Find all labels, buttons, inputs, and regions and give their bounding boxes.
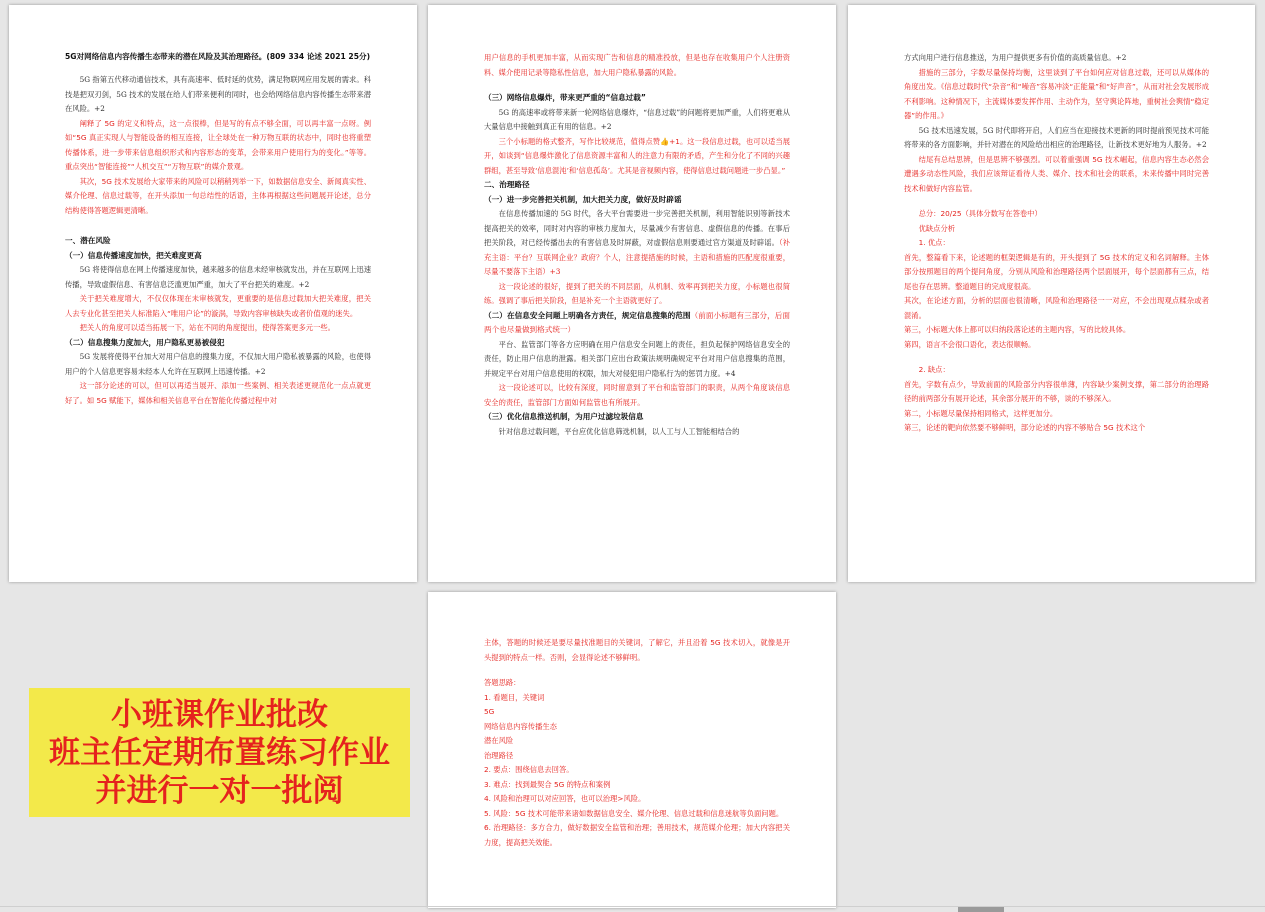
document-page-1 xyxy=(9,5,417,582)
subsection-heading: （二）信息搜集力度加大，用户隐私更易被侵犯 xyxy=(65,337,225,347)
approach-item: 5G xyxy=(484,707,495,716)
viewer-bottom-edge xyxy=(0,906,1265,907)
student-paragraph: 5G 技术迅速发展，5G 时代即将开启，人们应当在迎接技术更新的同时提前预见技术可能将带来的各方面影响，并针对潜在的风险给出相应的治理路径，让新技术更好地为人服务。+2 xyxy=(904,125,1209,149)
approach-item: 4. 风险和治理可以对应回答，也可以治理>风险。 xyxy=(484,794,646,803)
teacher-inline-comment: （补充主语：平台？互联网企业？政府？个人，注意提措施的时候，主语和措施的匹配度很重要，尽量不要落下主语）+3 xyxy=(484,238,790,276)
subsection-heading: （三）优化信息推送机制，为用户过滤垃圾信息 xyxy=(484,412,644,421)
teacher-comment: 这一段论述可以，比较有深度，同时留意到了平台和监管部门的职责，从两个角度谈信息安全的责任，监管部门方面如何监管也有所展开。 xyxy=(484,383,790,407)
approach-item: 1. 看题目，关键词 xyxy=(484,692,545,702)
approach-item: 网络信息内容传播生态 xyxy=(484,721,557,731)
subsection-heading: （三）网络信息爆炸，带来更严重的“信息过载” xyxy=(484,93,646,102)
review-point: 第三，论述的靶向依然要不够鲜明，部分论述的内容不够贴合 5G 技术这个 xyxy=(904,423,1146,432)
banner-line: 班主任定期布置练习作业 xyxy=(49,734,390,771)
student-text: 在信息传播加速的 5G 时代，各大平台需要进一步完善把关机制，利用智能识别等新技术提高把关的效率，同时对内容的审核力度加大，尽量减少有害信息、虚假信息的传播。在事后把关阶段，对已经传播出去的有害信息及时屏蔽，对虚假信息则要通过官方渠道及时辟谣。 xyxy=(484,209,790,247)
teacher-comment: 这一部分论述的可以，但可以再适当展开、添加一些案例、相关表述更规范化一点点就更好了。如 5G 赋能下，媒体和相关信息平台在智能化传播过程中对 xyxy=(65,381,371,405)
teacher-inline-comment: （前面小标题有三部分，后面两个也尽量做到格式统一） xyxy=(484,310,791,334)
teacher-comment: 用户信息的手机更加丰富，从而实现广告和信息的精准投放，但是也存在收集用户个人注册资料、媒介使用记录等隐私性信息，加大用户隐私暴露的风险。 xyxy=(484,53,790,77)
student-paragraph: 平台、监管部门等各方应明确在用户信息安全问题上的责任，担负起保护网络信息安全的责任，防止用户信息的泄露。相关部门应出台政策法规明确规定平台对用户信息搜集的范围，并规定平台对用户信息使用的权限，加大对侵犯用户隐私行为的惩罚力度。+4 xyxy=(484,339,790,378)
student-paragraph xyxy=(484,207,790,280)
approach-item: 3. 难点：找到最契合 5G 的特点和案例 xyxy=(484,779,611,789)
analysis-heading: 优缺点分析 xyxy=(918,223,956,233)
approach-item: 2. 要点：围绕信息去回答。 xyxy=(484,765,574,774)
banner-line: 小班课作业批改 xyxy=(111,696,328,733)
approach-item: 治理路径 xyxy=(484,750,514,760)
subsection-heading: （一）信息传播速度加快，把关难度更高 xyxy=(65,250,202,260)
score-summary: 总分：20/25（具体分数写在答卷中） xyxy=(918,209,1042,218)
section-heading: 二、治理路径 xyxy=(484,180,530,189)
weaknesses-heading: 2. 缺点： xyxy=(918,365,950,374)
teacher-comment: 阐释了 5G 的定义和特点，这一点很棒，但是写的有点不够全面，可以再丰富一点呀。例如“5G 真正实现人与智能设备的相互连接，让全球处在一种万物互联的状态中，同时也将重塑传播体系，进一步带来信息组织形式和内容形态的变革，会带来用户使用行为的变化。”等等。重点突出“智能连接”“人机交互”“万物互联”的媒介景观。 xyxy=(65,118,371,171)
subsection-heading xyxy=(484,309,790,338)
review-point: 第二，小标题尽量保持相同格式，这样更加分。 xyxy=(904,408,1058,418)
document-page-4 xyxy=(428,592,836,908)
teacher-comment: 关于把关难度增大，不仅仅体现在未审核就发，更重要的是信息过载加大把关难度，把关人去专业化甚至把关人标准陷入“唯用户论”的漩涡，导致内容审核缺失或者价值观的迷失。 xyxy=(65,294,371,318)
answer-approach-heading: 答题思路： xyxy=(484,678,521,687)
approach-item: 潜在风险 xyxy=(484,736,514,745)
approach-item: 6. 治理路径：多方合力，做好数据安全监管和治理；善用技术，规范媒介伦理；加大内容把关力度，提高把关效能。 xyxy=(484,823,790,847)
banner-line: 并进行一对一批阅 xyxy=(95,772,344,809)
review-point: 首先，整篇看下来，论述题的框架逻辑是有的，开头提到了 5G 技术的定义和名词解释。主体部分按照题目的两个提问角度，分别从风险和治理路径两个层面展开，每个层面都有三点，结尾也存在思辨。整道题目的完成度很高。 xyxy=(904,252,1209,291)
approach-item: 5. 风险：5G 技术可能带来诸如数据信息安全、媒介伦理、信息过载和信息迷航等负面问题。 xyxy=(484,808,784,818)
student-paragraph: 5G 的高速率或将带来新一轮网络信息爆炸，“信息过载”的问题将更加严重，人们将更难从大量信息中接触到真正有用的信息。+2 xyxy=(484,107,790,131)
strengths-heading: 1. 优点： xyxy=(918,238,950,247)
review-point: 其次，在论述方面，分析的层面也很清晰，风险和治理路径一一对应，不会出现观点糅杂或者混淆。 xyxy=(904,296,1209,320)
review-point: 第三，小标题大体上都可以归纳段落论述的主题内容，写的比较具体。 xyxy=(904,325,1131,334)
horizontal-scrollbar-thumb[interactable] xyxy=(958,907,1004,912)
student-paragraph: 5G 指第五代移动通信技术，具有高速率、低时延的优势，满足物联网应用发展的需求。科技是把双刃剑，5G 技术的发展在给人们带来便利的同时，也会给网络信息内容传播生态带来潜在风险。+2 xyxy=(65,75,371,113)
student-paragraph: 5G 将使得信息在网上传播速度加快，越来越多的信息未经审核就发出，并在互联网上迅速传播，导致虚假信息、有害信息泛滥更加严重，加大了平台把关的难度。+2 xyxy=(65,265,371,289)
document-page-3 xyxy=(848,5,1255,582)
teacher-comment: 三个小标题的格式整齐，写作比较规范，值得点赞👍+1。这一段信息过载，也可以适当展开，如谈到“信息爆炸激化了信息资源丰富和人的注意力有限的矛盾，产生和分化了不同的兴趣群组，甚至导致‘信息混沌’和‘信息孤岛’。尤其是音视频内容，使得信息过载问题进一步凸显。” xyxy=(484,136,790,175)
review-point: 第四，语言不会很口语化，表达很顺畅。 xyxy=(904,339,1036,349)
teacher-comment: 这一段论述的很好，提到了把关的不同层面，从机制、效率再到把关力度，小标题也很简练。强调了事后把关阶段，但是补充一个主语就更好了。 xyxy=(484,281,790,305)
review-point: 首先，字数有点少，导致前面的风险部分内容很单薄，内容缺少案例支撑，第二部分的治理路径的前两部分有展开论述，其余部分展开的不够，谈的不够深入。 xyxy=(904,379,1209,403)
student-paragraph: 方式向用户进行信息推送，为用户提供更多有价值的高质量信息。+2 xyxy=(904,53,1127,62)
teacher-comment: 其次，5G 技术发展给大家带来的风险可以稍稍列举一下，如数据信息安全、新闻真实性、媒介伦理、信息过载等，在开头添加一句总结性的话语，主体再根据这些问题展开论述，总分结构使得答题逻辑更清晰。 xyxy=(65,176,371,215)
section-heading: 一、潜在风险 xyxy=(65,236,111,245)
document-page-2 xyxy=(428,5,836,582)
promo-banner xyxy=(29,688,410,817)
teacher-comment: 结尾有总结思辨，但是思辨不够强烈。可以着重强调 5G 技术崛起，信息内容生态必然会遭遇多动态性风险，我们应该辩证看待人类、媒介、技术和社会的联系，未来传播中同时完善技术和做好内容监管。 xyxy=(904,154,1209,193)
student-paragraph: 针对信息过载问题，平台应优化信息筛选机制，以人工与人工智能相结合的 xyxy=(498,426,740,436)
student-paragraph: 5G 发展将使得平台加大对用户信息的搜集力度，不仅加大用户隐私被暴露的风险，也使得用户的个人信息更容易未经本人允许在互联网上迅速传播。+2 xyxy=(65,352,371,376)
essay-question-title: 5G对网络信息内容传播生态带来的潜在风险及其治理路径。(809 334 论述 2021 25分) xyxy=(65,52,371,61)
teacher-comment: 主体，答题的时候还是要尽量找准题目的关键词，了解它，并且沿着 5G 技术切入，就像是开头提到的特点一样。否则，会显得论述不够鲜明。 xyxy=(484,638,790,662)
teacher-comment: 把关人的角度可以适当拓展一下，站在不同的角度提出，使得答案更多元一些。 xyxy=(79,323,335,332)
subsection-heading: （一）进一步完善把关机制，加大把关力度，做好及时辟谣 xyxy=(484,194,682,204)
subsection-heading-text: （二）在信息安全问题上明确各方责任，规定信息搜集的范围 xyxy=(484,310,691,320)
teacher-comment: 措施的三部分，字数尽量保持均衡，这里谈到了平台如何应对信息过载，还可以从媒体的角度出发。《信息过载时代“杂音”和“噪音”容易冲淡“正能量”和“好声音”，从而对社会发展形成不利影响。这种情况下，主流媒体要发挥作用、主动作为，坚守舆论阵地，重树社会舆情“稳定器”的作用。》 xyxy=(904,67,1209,120)
